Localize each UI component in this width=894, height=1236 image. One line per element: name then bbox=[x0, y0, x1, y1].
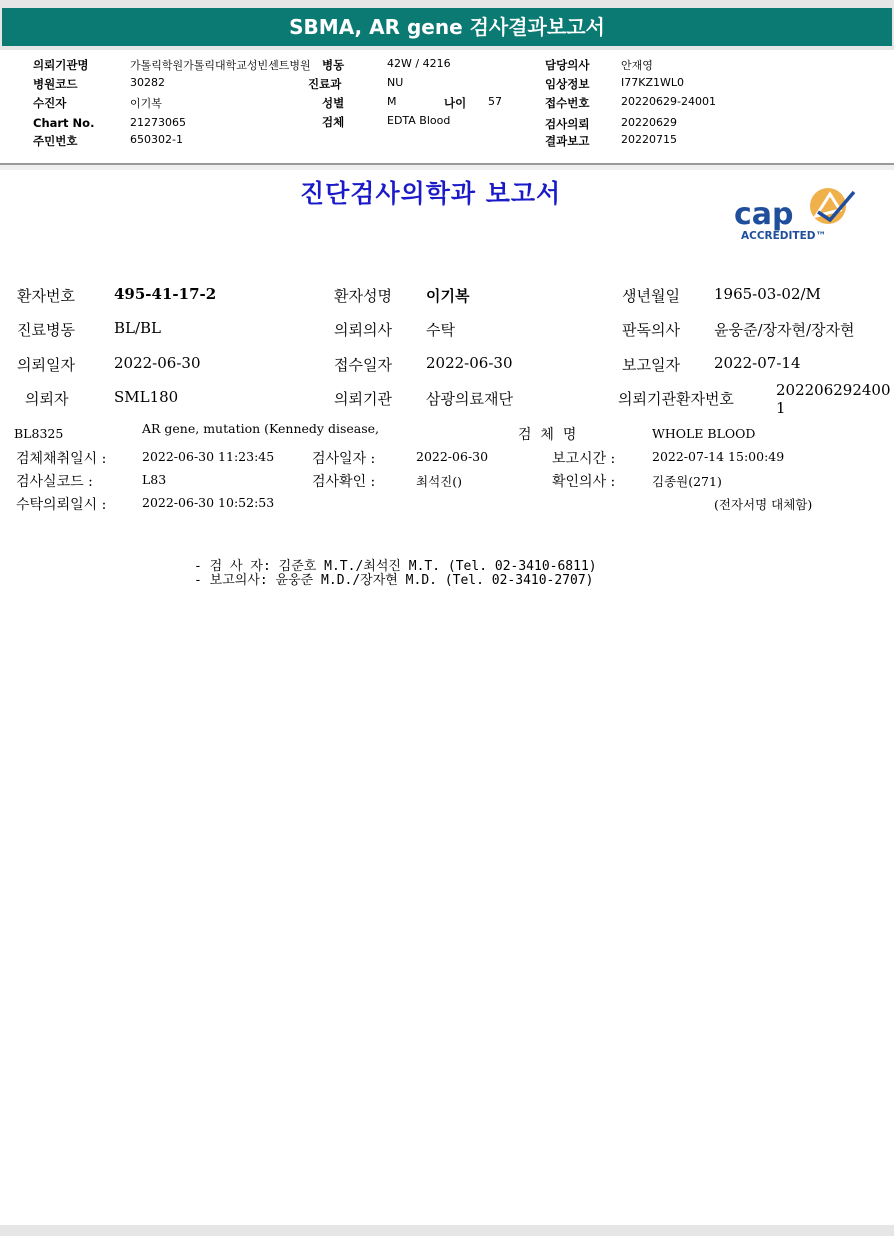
request-day-label: 의뢰일자 bbox=[17, 356, 75, 374]
result-date-label: 결과보고 bbox=[545, 134, 590, 148]
cap-logo-graphic bbox=[732, 186, 856, 242]
care-ward-value: BL/BL bbox=[114, 319, 162, 337]
hospital-code-label: 병원코드 bbox=[33, 77, 78, 91]
test-name: AR gene, mutation (Kennedy disease, bbox=[142, 421, 380, 436]
hospital-code-value: 30282 bbox=[130, 76, 165, 89]
confirm-doctor-value: 김종원(271) bbox=[652, 474, 722, 489]
report-date-value: 2022-07-14 bbox=[714, 354, 801, 372]
accession-value: 20220629-24001 bbox=[621, 95, 716, 108]
confirm-doctor-label: 확인의사 : bbox=[552, 474, 616, 490]
collection-time-label: 검체채취일시 : bbox=[16, 451, 107, 467]
requester-label: 의뢰자 bbox=[25, 390, 69, 408]
patient-name-label: 환자성명 bbox=[334, 287, 392, 305]
attending-value: 안재영 bbox=[621, 59, 653, 72]
requesting-doctor-label: 의뢰의사 bbox=[334, 321, 392, 339]
hospital-name-label: 의뢰기관명 bbox=[33, 58, 89, 72]
patient-value: 이기복 bbox=[130, 97, 162, 110]
request-date-value: 20220629 bbox=[621, 116, 677, 129]
request-day-value: 2022-06-30 bbox=[114, 354, 201, 372]
report-time-label: 보고시간 : bbox=[552, 451, 616, 467]
test-date-value: 2022-06-30 bbox=[416, 449, 489, 464]
care-ward-label: 진료병동 bbox=[17, 321, 75, 339]
patient-label: 수진자 bbox=[33, 96, 67, 110]
department-value: NU bbox=[387, 76, 404, 89]
cap-accredited-logo bbox=[732, 186, 856, 242]
reading-doctor-value: 윤웅준/장자현/장자현 bbox=[714, 321, 855, 339]
title-bar bbox=[2, 8, 892, 46]
ward-value: 42W / 4216 bbox=[387, 57, 451, 70]
institution-patient-no-value: 202206292400 bbox=[776, 381, 891, 399]
bottom-band bbox=[0, 1225, 894, 1236]
accession-label: 접수번호 bbox=[545, 96, 590, 110]
sex-label: 성별 bbox=[322, 96, 345, 110]
report-header-title: SBMA, AR gene 검사결과보고서 bbox=[289, 15, 605, 39]
cap-accredited-text: ACCREDITED™ bbox=[741, 230, 826, 242]
request-date-label: 검사의뢰 bbox=[545, 117, 590, 131]
patient-name-value: 이기복 bbox=[426, 287, 470, 305]
report-title: 진단검사의학과 보고서 bbox=[300, 179, 562, 208]
birthdate-label: 생년월일 bbox=[622, 287, 680, 305]
reading-doctor-label: 판독의사 bbox=[622, 321, 680, 339]
resident-no-label: 주민번호 bbox=[33, 134, 78, 148]
receipt-date-value: 2022-06-30 bbox=[426, 354, 513, 372]
attending-label: 담당의사 bbox=[545, 58, 590, 72]
reporting-doctor-line: - 보고의사: 윤웅준 M.D./장자현 M.D. (Tel. 02-3410-2707) bbox=[194, 573, 594, 588]
requesting-institution-value: 삼광의료재단 bbox=[426, 390, 513, 408]
lab-code-label: 검사실코드 : bbox=[16, 474, 93, 490]
age-label: 나이 bbox=[444, 96, 467, 110]
clinical-info-label: 임상정보 bbox=[545, 77, 590, 91]
esignature-note: (전자서명 대체함) bbox=[714, 497, 813, 512]
specimen-label: 검체 bbox=[322, 115, 345, 129]
age-value: 57 bbox=[488, 95, 502, 108]
test-code: BL8325 bbox=[14, 426, 64, 441]
report-time-value: 2022-07-14 15:00:49 bbox=[652, 449, 785, 464]
specimen-name-value: WHOLE BLOOD bbox=[652, 426, 756, 441]
specimen-value: EDTA Blood bbox=[387, 114, 451, 127]
hospital-name-value: 가톨릭학원가톨릭대학교성빈센트병원 bbox=[130, 59, 311, 72]
test-confirm-label: 검사확인 : bbox=[312, 474, 376, 490]
header-divider-shade bbox=[0, 165, 894, 170]
department-label: 진료과 bbox=[308, 77, 342, 91]
cap-logo-text: cap bbox=[734, 197, 794, 232]
collection-time-value: 2022-06-30 11:23:45 bbox=[142, 449, 275, 464]
clinical-info-value: I77KZ1WL0 bbox=[621, 76, 684, 89]
lab-code-value: L83 bbox=[142, 472, 167, 487]
specimen-name-label: 검 체 명 bbox=[518, 427, 577, 443]
result-date-value: 20220715 bbox=[621, 133, 677, 146]
patient-no-label: 환자번호 bbox=[17, 287, 75, 305]
requester-value: SML180 bbox=[114, 388, 179, 406]
ward-label: 병동 bbox=[322, 58, 345, 72]
resident-no-value: 650302-1 bbox=[130, 133, 183, 146]
institution-patient-no-value-line2: 1 bbox=[776, 399, 786, 417]
consign-request-label: 수탁의뢰일시 : bbox=[16, 497, 107, 513]
chart-no-value: 21273065 bbox=[130, 116, 186, 129]
birthdate-value: 1965-03-02/M bbox=[714, 285, 821, 303]
report-date-label: 보고일자 bbox=[622, 356, 680, 374]
test-date-label: 검사일자 : bbox=[312, 451, 376, 467]
requesting-institution-label: 의뢰기관 bbox=[334, 390, 392, 408]
test-confirm-value: 최석진() bbox=[416, 474, 462, 489]
chart-no-label: Chart No. bbox=[33, 116, 95, 130]
sex-value: M bbox=[387, 95, 397, 108]
receipt-date-label: 접수일자 bbox=[334, 356, 392, 374]
patient-no-value: 495-41-17-2 bbox=[114, 285, 217, 303]
institution-patient-no-label: 의뢰기관환자번호 bbox=[618, 390, 734, 408]
consign-request-value: 2022-06-30 10:52:53 bbox=[142, 495, 275, 510]
tester-line: - 검 사 자: 김준호 M.T./최석진 M.T. (Tel. 02-3410-6811) bbox=[194, 559, 597, 574]
requesting-doctor-value: 수탁 bbox=[426, 321, 455, 339]
